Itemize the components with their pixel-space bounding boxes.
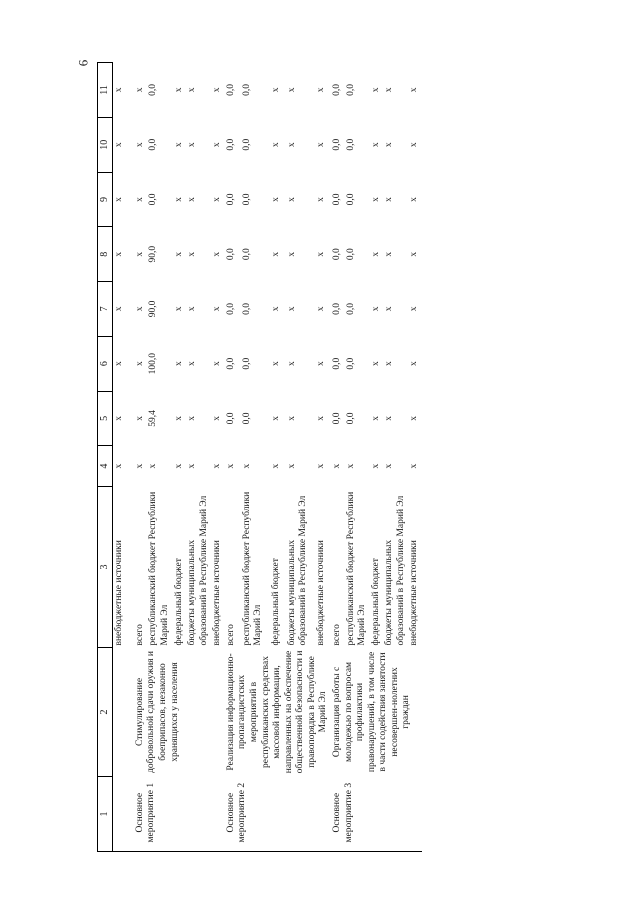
event-cell: Основное мероприятие 1 — [134, 776, 225, 851]
funding-source-cell: внебюджетные источники — [114, 540, 125, 646]
funding-source-cell: всего — [225, 624, 236, 646]
value-cell: х — [286, 463, 297, 469]
value-cell: 0,0 — [332, 193, 343, 206]
value-cell: х — [134, 416, 145, 421]
funding-source-cell: федеральный бюджет — [370, 558, 381, 646]
value-cell: 0,0 — [225, 83, 236, 96]
value-cell: х — [114, 463, 125, 469]
value-cell: х — [173, 463, 184, 469]
value-cell: х — [270, 306, 281, 312]
event-cell: Основное мероприятие 3 — [331, 776, 422, 851]
value-cell: х — [114, 197, 125, 202]
value-cell: х — [370, 306, 381, 312]
value-cell: 0,0 — [148, 193, 159, 206]
value-cell: х — [212, 251, 223, 257]
value-cell: х — [187, 361, 198, 367]
table-row — [113, 63, 134, 852]
table-row — [225, 63, 241, 852]
value-cell: х — [114, 361, 125, 367]
value-cell: х — [316, 416, 327, 421]
value-cell: х — [384, 306, 395, 312]
value-cell: х — [212, 463, 223, 469]
value-cell: х — [384, 361, 395, 367]
value-cell: х — [173, 361, 184, 367]
value-cell: х — [270, 251, 281, 257]
value-cell: х — [286, 87, 297, 93]
value-cell: х — [225, 463, 236, 469]
value-cell: х — [286, 197, 297, 202]
event-description-cell — [113, 648, 134, 777]
value-cell: х — [134, 197, 145, 202]
value-cell: 0,0 — [225, 412, 236, 425]
value-cell: х — [134, 463, 145, 469]
value-cell: х — [270, 197, 281, 202]
value-cell: 90,0 — [148, 245, 159, 263]
value-cell: х — [212, 142, 223, 148]
value-cell: х — [286, 251, 297, 257]
value-cell: х — [270, 87, 281, 93]
value-cell: х — [212, 416, 223, 421]
value-cell: х — [409, 361, 420, 367]
value-cell: х — [370, 142, 381, 148]
value-cell: х — [212, 361, 223, 367]
value-cell: 0,0 — [332, 412, 343, 425]
value-cell: 0,0 — [241, 302, 252, 315]
value-cell: х — [212, 197, 223, 202]
value-cell: х — [134, 87, 145, 93]
value-cell: х — [316, 197, 327, 202]
value-cell: 0,0 — [225, 138, 236, 151]
value-cell: х — [370, 251, 381, 257]
header-cell: 11 — [98, 63, 113, 118]
page-number: 6 — [75, 59, 91, 67]
value-cell: х — [187, 463, 198, 469]
value-cell: х — [316, 306, 327, 312]
value-cell: х — [241, 463, 252, 469]
value-cell: 0,0 — [241, 138, 252, 151]
value-cell: х — [370, 361, 381, 367]
value-cell: х — [286, 361, 297, 367]
value-cell: х — [187, 142, 198, 148]
funding-source-cell: бюджеты муниципальных образований в Республике Марий Эл — [187, 495, 209, 646]
value-cell: х — [370, 197, 381, 202]
value-cell: х — [270, 416, 281, 421]
value-cell: 0,0 — [148, 138, 159, 151]
value-cell: 0,0 — [332, 248, 343, 261]
table-row — [331, 63, 345, 852]
value-cell: х — [114, 251, 125, 257]
value-cell: х — [173, 142, 184, 148]
header-cell: 1 — [98, 776, 113, 851]
value-cell: х — [384, 142, 395, 148]
header-cell: 4 — [98, 446, 113, 487]
value-cell: х — [173, 197, 184, 202]
value-cell: 100,0 — [148, 352, 159, 375]
value-cell: х — [384, 197, 395, 202]
value-cell: 0,0 — [345, 412, 356, 425]
value-cell: 0,0 — [345, 248, 356, 261]
value-cell: х — [370, 463, 381, 469]
value-cell: х — [286, 306, 297, 312]
value-cell: х — [409, 306, 420, 312]
value-cell: 90,0 — [148, 300, 159, 318]
value-cell: х — [187, 306, 198, 312]
value-cell: х — [148, 463, 159, 469]
value-cell: 0,0 — [345, 193, 356, 206]
funding-source-cell: внебюджетные источники — [212, 540, 223, 646]
value-cell: 0,0 — [148, 83, 159, 96]
funding-source-cell: всего — [332, 624, 343, 646]
value-cell: х — [332, 463, 343, 469]
value-cell: х — [134, 306, 145, 312]
value-cell: х — [270, 463, 281, 469]
value-cell: х — [370, 87, 381, 93]
value-cell: 0,0 — [241, 357, 252, 370]
value-cell: 0,0 — [332, 83, 343, 96]
value-cell: х — [409, 416, 420, 421]
value-cell: 0,0 — [241, 412, 252, 425]
header-cell: 10 — [98, 117, 113, 172]
funding-source-cell: бюджеты муниципальных образований в Республике Марий Эл — [286, 495, 309, 646]
value-cell: х — [173, 416, 184, 421]
value-cell: х — [409, 463, 420, 469]
header-cell: 6 — [98, 336, 113, 391]
value-cell: х — [187, 87, 198, 93]
value-cell: х — [114, 87, 125, 93]
value-cell: х — [114, 142, 125, 148]
header-cell: 5 — [98, 391, 113, 446]
funding-source-cell: республиканский бюджет Республики Марий Эл — [148, 491, 170, 646]
value-cell: х — [173, 87, 184, 93]
budget-table — [97, 62, 422, 852]
value-cell: х — [173, 251, 184, 257]
value-cell: х — [370, 416, 381, 421]
value-cell: х — [409, 142, 420, 148]
value-cell: 59,4 — [148, 410, 159, 427]
value-cell: 0,0 — [345, 138, 356, 151]
event-description-cell: Стимулирование добровольной сдачи оружия и боеприпасов, незаконно хранящихся у населения — [134, 650, 180, 773]
event-description-cell: Реализация информационно-пропагандистских мероприятий в республиканских средствах массовой информации, направленных на обеспечение общественной безопасности и правопорядка в Республике Марий Эл — [225, 650, 329, 774]
value-cell: 0,0 — [225, 302, 236, 315]
funding-source-cell: бюджеты муниципальных образований в Республике Марий Эл — [384, 495, 406, 646]
value-cell: х — [316, 463, 327, 469]
value-cell: х — [345, 463, 356, 469]
header-cell: 7 — [98, 282, 113, 337]
funding-source-cell: федеральный бюджет — [270, 558, 281, 646]
value-cell: 0,0 — [241, 248, 252, 261]
header-cell: 2 — [98, 648, 113, 777]
value-cell: х — [270, 361, 281, 367]
event-cell — [113, 776, 134, 851]
value-cell: х — [286, 142, 297, 148]
funding-source-cell: внебюджетные источники — [316, 540, 327, 646]
value-cell: х — [384, 463, 395, 469]
rotated-page-content — [97, 62, 515, 852]
value-cell: х — [384, 251, 395, 257]
header-cell: 3 — [98, 487, 113, 648]
value-cell: х — [212, 87, 223, 93]
value-cell: х — [409, 251, 420, 257]
value-cell: 0,0 — [345, 357, 356, 370]
event-description-cell: Организация работы с молодежью по вопросам профилактики правонарушений, в том числе в части содействия занятости несовершен-нолетних граждан — [332, 651, 412, 773]
value-cell: х — [286, 416, 297, 421]
value-cell: х — [114, 416, 125, 421]
value-cell: 0,0 — [332, 138, 343, 151]
value-cell: х — [409, 87, 420, 93]
header-cell: 8 — [98, 227, 113, 282]
value-cell: х — [173, 306, 184, 312]
value-cell: 0,0 — [332, 302, 343, 315]
value-cell: 0,0 — [345, 83, 356, 96]
value-cell: х — [316, 361, 327, 367]
value-cell: 0,0 — [225, 193, 236, 206]
value-cell: х — [134, 251, 145, 257]
funding-source-cell: всего — [134, 624, 145, 646]
value-cell: х — [316, 87, 327, 93]
value-cell: х — [134, 142, 145, 148]
header-row — [98, 63, 113, 852]
value-cell: 0,0 — [225, 357, 236, 370]
funding-source-cell: республиканский бюджет Республики Марий Эл — [241, 491, 264, 646]
value-cell: х — [409, 197, 420, 202]
value-cell: х — [114, 306, 125, 312]
value-cell: х — [384, 87, 395, 93]
value-cell: х — [270, 142, 281, 148]
value-cell: х — [316, 251, 327, 257]
value-cell: 0,0 — [241, 83, 252, 96]
value-cell: х — [316, 142, 327, 148]
value-cell: х — [187, 416, 198, 421]
value-cell: х — [187, 251, 198, 257]
funding-source-cell: республиканский бюджет Республики Марий Эл — [345, 491, 368, 646]
value-cell: х — [187, 197, 198, 202]
value-cell: 0,0 — [345, 302, 356, 315]
value-cell: х — [134, 361, 145, 367]
value-cell: 0,0 — [332, 357, 343, 370]
value-cell: х — [384, 416, 395, 421]
funding-source-cell: внебюджетные источники — [409, 540, 420, 646]
value-cell: 0,0 — [225, 248, 236, 261]
event-cell: Основное мероприятие 2 — [225, 776, 331, 851]
funding-source-cell: федеральный бюджет — [173, 558, 184, 646]
table-row — [134, 63, 148, 852]
value-cell: х — [212, 306, 223, 312]
header-cell: 9 — [98, 172, 113, 227]
value-cell: 0,0 — [241, 193, 252, 206]
